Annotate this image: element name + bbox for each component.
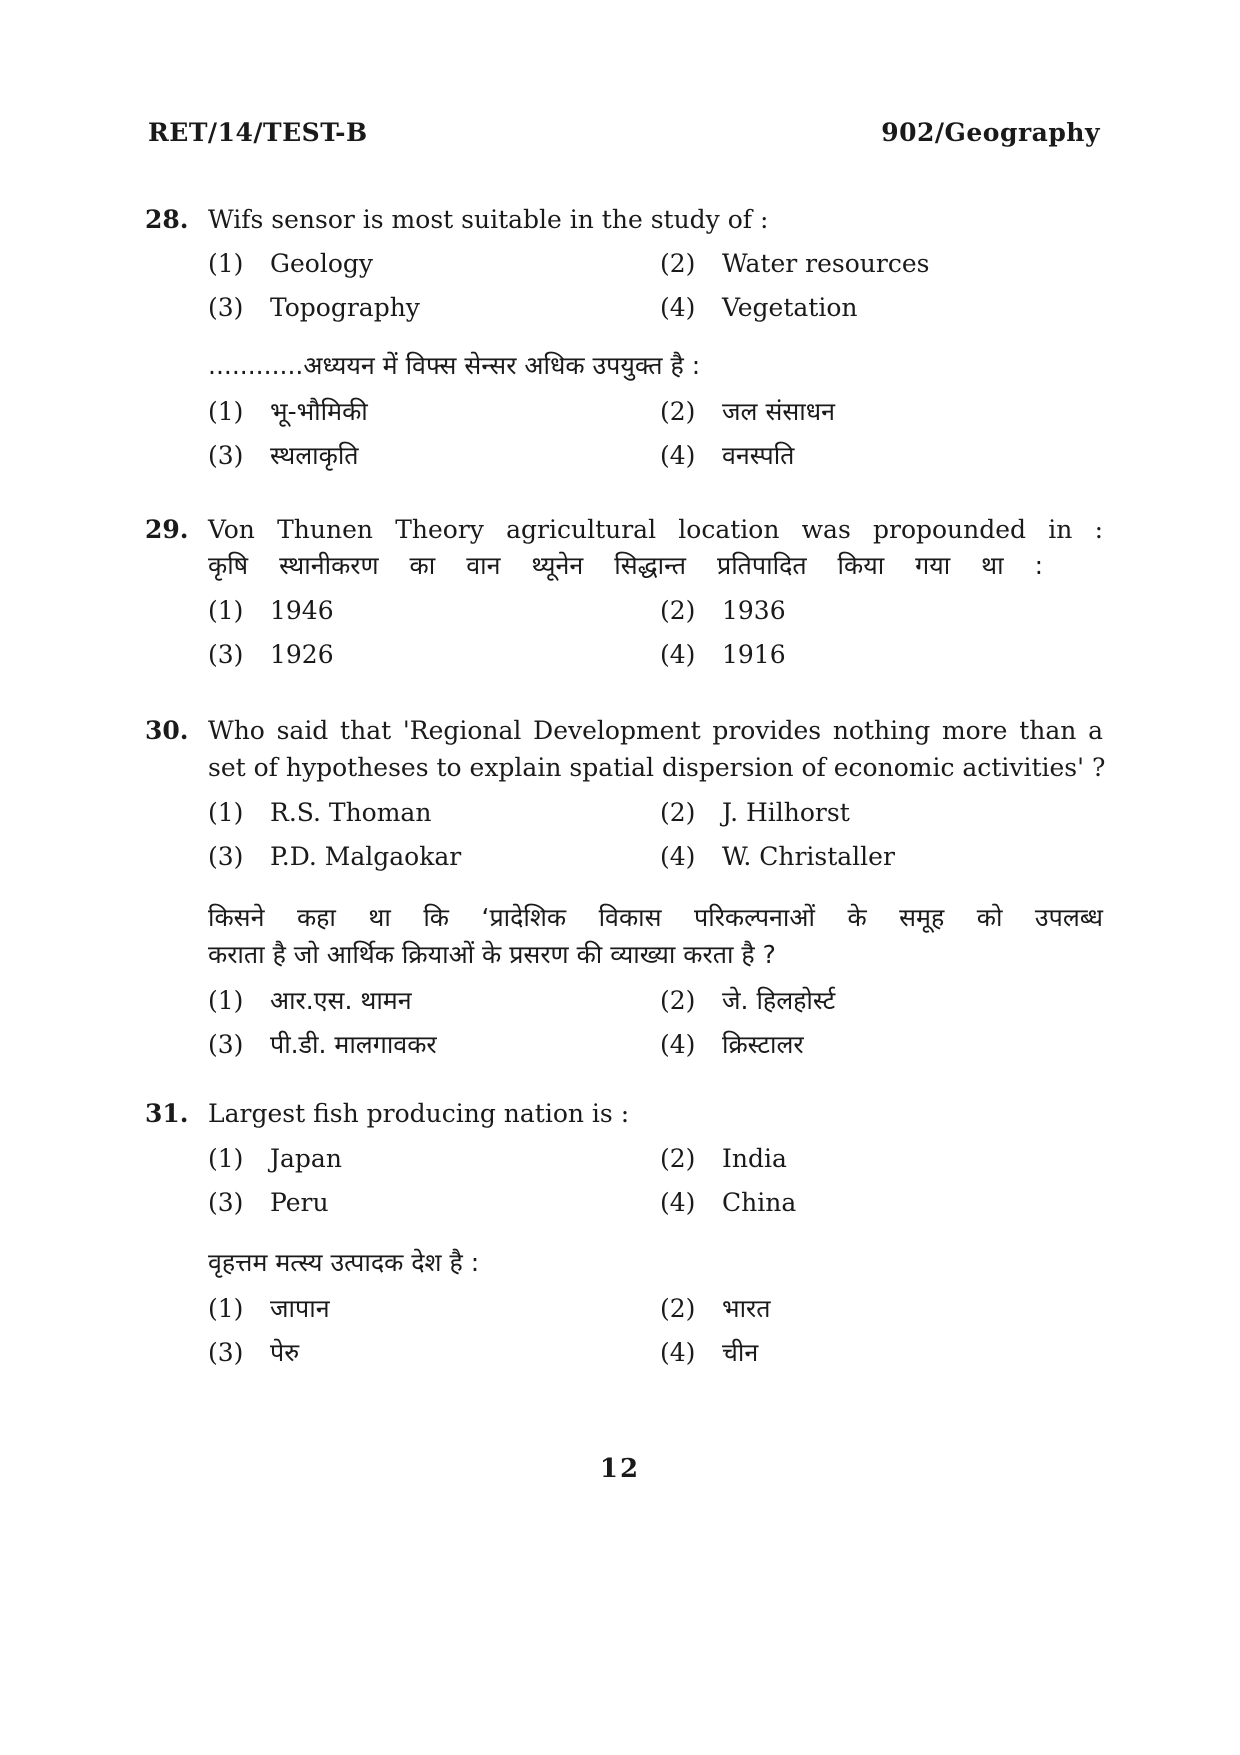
option-2: (2) India: [660, 1144, 787, 1173]
option-4-hi: (4) वनस्पति: [660, 441, 795, 470]
question-text-hi-line2: कराता है जो आर्थिक क्रियाओं के प्रसरण की व्याख्या करता है ?: [208, 940, 776, 969]
option-1: (1) Japan: [208, 1144, 342, 1173]
question-number: 30.: [145, 716, 189, 745]
option-4: (4) Vegetation: [660, 293, 858, 322]
option-3: (3) Peru: [208, 1188, 329, 1217]
option-2: (2) J. Hilhorst: [660, 798, 850, 827]
option-3: (3) Topography: [208, 293, 420, 322]
option-1: (1) Geology: [208, 249, 373, 278]
question-text-en: Von Thunen Theory agricultural location was propounded in :: [208, 515, 1103, 544]
page-number: 12: [599, 1454, 641, 1484]
option-1-hi: (1) जापान: [208, 1294, 330, 1323]
option-1: (1) R.S. Thoman: [208, 798, 432, 827]
option-4-hi: (4) चीन: [660, 1338, 759, 1367]
question-text-hi: वृहत्तम मत्स्य उत्पादक देश है :: [208, 1248, 480, 1277]
option-3: (3) P.D. Malgaokar: [208, 842, 462, 871]
question-text-en: Wifs sensor is most suitable in the study of :: [208, 205, 769, 234]
option-4-hi: (4) क्रिस्टालर: [660, 1030, 804, 1059]
option-3-hi: (3) पेरु: [208, 1338, 300, 1367]
option-2-hi: (2) भारत: [660, 1294, 771, 1323]
option-4: (4) 1916: [660, 640, 786, 669]
question-text-hi: ............अध्ययन में विफ्स सेन्सर अधिक उपयुक्त है :: [208, 351, 701, 380]
option-1: (1) 1946: [208, 596, 334, 625]
option-1-hi: (1) भू-भौमिकी: [208, 397, 368, 426]
question-number: 29.: [145, 515, 189, 544]
option-4: (4) China: [660, 1188, 797, 1217]
option-1-hi: (1) आर.एस. थामन: [208, 986, 412, 1015]
question-text-en-line1: Who said that 'Regional Development provides nothing more than a: [208, 716, 1103, 745]
header-subject: 902/Geography: [881, 118, 1100, 147]
question-text-en: Largest fish producing nation is :: [208, 1099, 630, 1128]
question-text-hi-line1: किसने कहा था कि ‘प्रादेशिक विकास परिकल्पनाओं के समूह को उपलब्ध: [208, 903, 1103, 932]
option-4: (4) W. Christaller: [660, 842, 895, 871]
option-3-hi: (3) पी.डी. मालगावकर: [208, 1030, 437, 1059]
option-3-hi: (3) स्थलाकृति: [208, 441, 359, 470]
header-test-code: RET/14/TEST-B: [148, 118, 368, 147]
question-text-hi: कृषि स्थानीकरण का वान थ्यूनेन सिद्धान्त प्रतिपादित किया गया था :: [208, 551, 1043, 580]
option-2: (2) Water resources: [660, 249, 930, 278]
option-2: (2) 1936: [660, 596, 786, 625]
question-number: 28.: [145, 205, 189, 234]
question-text-en-line2: set of hypotheses to explain spatial dispersion of economic activities' ?: [208, 753, 1106, 782]
option-3: (3) 1926: [208, 640, 334, 669]
option-2-hi: (2) जल संसाधन: [660, 397, 835, 426]
question-number: 31.: [145, 1099, 189, 1128]
option-2-hi: (2) जे. हिलहोर्स्ट: [660, 986, 836, 1015]
